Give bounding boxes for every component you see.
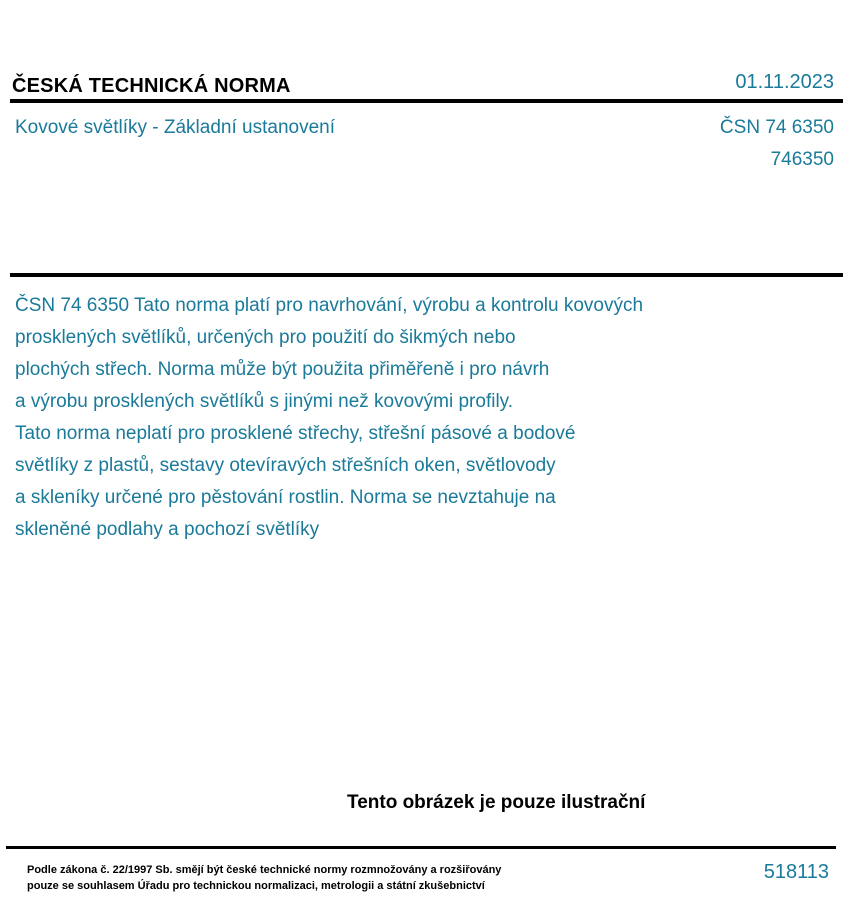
legal-notice-line: pouze se souhlasem Úřadu pro technickou normalizaci, metrologii a státní zkušebnictví [27,880,485,892]
section-divider [10,273,843,277]
abstract-line: a výrobu prosklených světlíků s jinými než kovovými profily. [15,391,514,412]
classification-number: 746350 [770,149,834,170]
abstract-line: prosklených světlíků, určených pro použití do šikmých nebo [15,327,516,348]
abstract-line: skleněné podlahy a pochozí světlíky [15,519,320,540]
standard-code: ČSN 74 6350 [719,117,834,138]
abstract-text [15,290,795,546]
header-divider [10,99,843,103]
footer-divider [6,846,836,849]
abstract-line: Tato norma neplatí pro prosklené střechy, střešní pásové a bodové [15,423,576,444]
legal-notice-line: Podle zákona č. 22/1997 Sb. smějí být české technické normy rozmnožovány a rozšiřovány [27,864,502,876]
document-id: 518113 [763,861,829,883]
abstract-line: ČSN 74 6350 Tato norma platí pro navrhování, výrobu a kontrolu kovových [15,295,644,316]
abstract-line: a skleníky určené pro pěstování rostlin. Norma se nevztahuje na [15,487,556,508]
publication-date: 01.11.2023 [735,71,834,93]
abstract-line: plochých střech. Norma může být použita přiměřeně i pro návrh [15,359,550,380]
legal-notice [27,862,501,894]
illustration-note: Tento obrázek je pouze ilustrační [347,792,646,813]
standard-name: Kovové světlíky - Základní ustanovení [15,117,335,138]
abstract-line: světlíky z plastů, sestavy otevíravých střešních oken, světlovody [15,455,556,476]
document-type-title: ČESKÁ TECHNICKÁ NORMA [12,75,291,97]
